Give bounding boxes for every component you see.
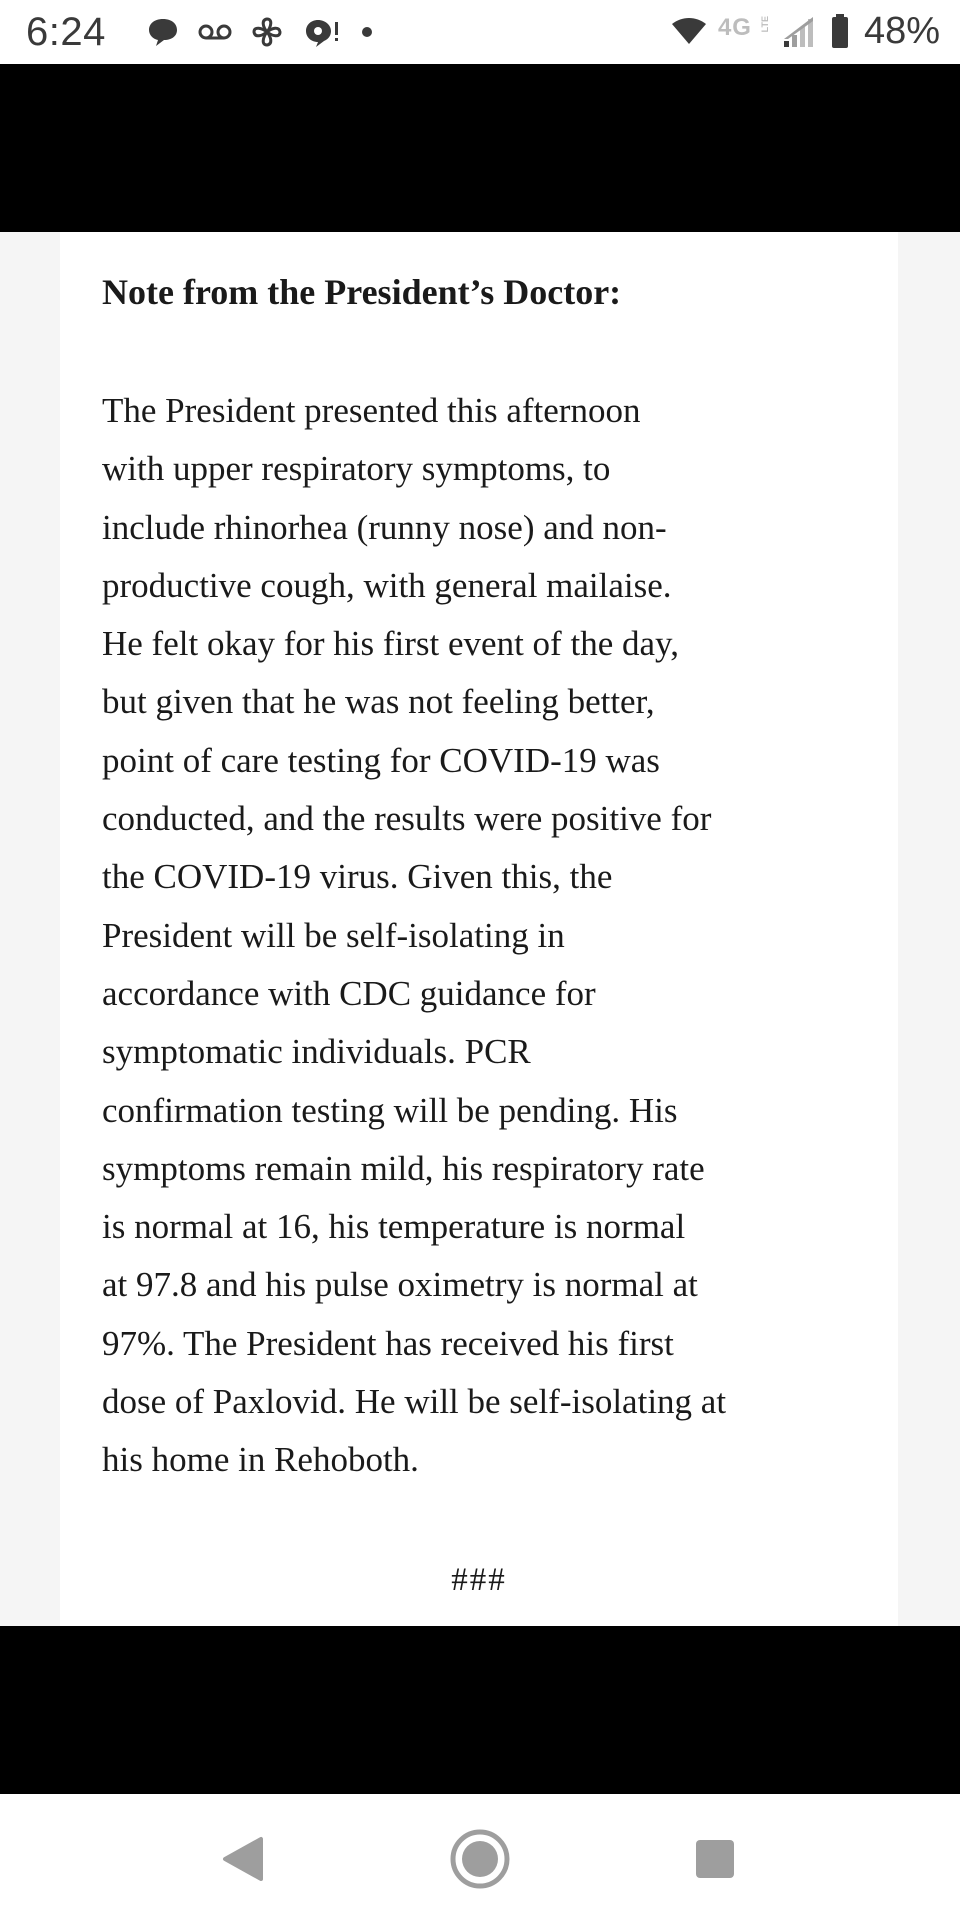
back-icon bbox=[221, 1835, 265, 1883]
body-line: at 97.8 and his pulse oximetry is normal at bbox=[102, 1265, 698, 1305]
body-line: point of care testing for COVID-19 was bbox=[102, 740, 660, 780]
top-black-band bbox=[0, 64, 960, 232]
body-line: He felt okay for his first event of the day, bbox=[102, 624, 679, 664]
body-line: symptomatic individuals. PCR bbox=[102, 1032, 531, 1072]
body-line: with upper respiratory symptoms, to bbox=[102, 449, 611, 489]
document-card bbox=[60, 232, 898, 1626]
recents-icon bbox=[694, 1838, 736, 1880]
network-sub-label: LTE bbox=[759, 16, 770, 33]
body-line: accordance with CDC guidance for bbox=[102, 973, 596, 1013]
bottom-black-band bbox=[0, 1626, 960, 1794]
network-label: 4G bbox=[717, 14, 752, 41]
body-line: The President presented this afternoon bbox=[102, 391, 641, 430]
body-line: President will be self-isolating in bbox=[102, 915, 565, 955]
body-line: include rhinorhea (runny nose) and non- bbox=[102, 507, 667, 547]
fan-icon bbox=[250, 15, 284, 49]
body-line: symptoms remain mild, his respiratory rate bbox=[102, 1148, 705, 1188]
document-body bbox=[102, 382, 892, 1490]
body-line: dose of Paxlovid. He will be self-isolating at bbox=[102, 1382, 727, 1422]
more-dot-icon bbox=[360, 25, 374, 39]
signal-icon bbox=[782, 13, 820, 49]
body-line: 97%. The President has received his first bbox=[102, 1323, 674, 1363]
body-line: his home in Rehoboth. bbox=[102, 1440, 419, 1480]
notification-icons bbox=[146, 14, 374, 50]
system-status-icons bbox=[670, 6, 940, 56]
navigation-bar bbox=[0, 1794, 960, 1920]
body-line: conducted, and the results were positive for bbox=[102, 799, 712, 839]
body-line: but given that he was not feeling better, bbox=[102, 682, 655, 722]
home-icon bbox=[449, 1828, 511, 1890]
network-type bbox=[718, 14, 772, 48]
status-bar bbox=[0, 0, 960, 64]
status-time: 6:24 bbox=[26, 10, 106, 54]
end-mark: ### bbox=[451, 1562, 507, 1598]
home-button[interactable] bbox=[445, 1824, 515, 1894]
back-button[interactable] bbox=[208, 1824, 278, 1894]
alert-speech-icon bbox=[302, 15, 342, 49]
voicemail-icon bbox=[198, 22, 232, 42]
wifi-icon bbox=[670, 16, 708, 46]
body-line: is normal at 16, his temperature is normal bbox=[102, 1207, 686, 1247]
body-line: the COVID-19 virus. Given this, the bbox=[102, 857, 613, 897]
battery-icon bbox=[830, 13, 850, 49]
battery-percent: 48% bbox=[863, 10, 940, 52]
document-heading: Note from the President’s Doctor: bbox=[102, 272, 622, 312]
page-area bbox=[0, 232, 960, 1626]
body-line: confirmation testing will be pending. His bbox=[102, 1090, 678, 1130]
recents-button[interactable] bbox=[680, 1824, 750, 1894]
body-line: productive cough, with general mailaise. bbox=[102, 565, 672, 605]
chat-bubble-icon bbox=[146, 15, 180, 49]
